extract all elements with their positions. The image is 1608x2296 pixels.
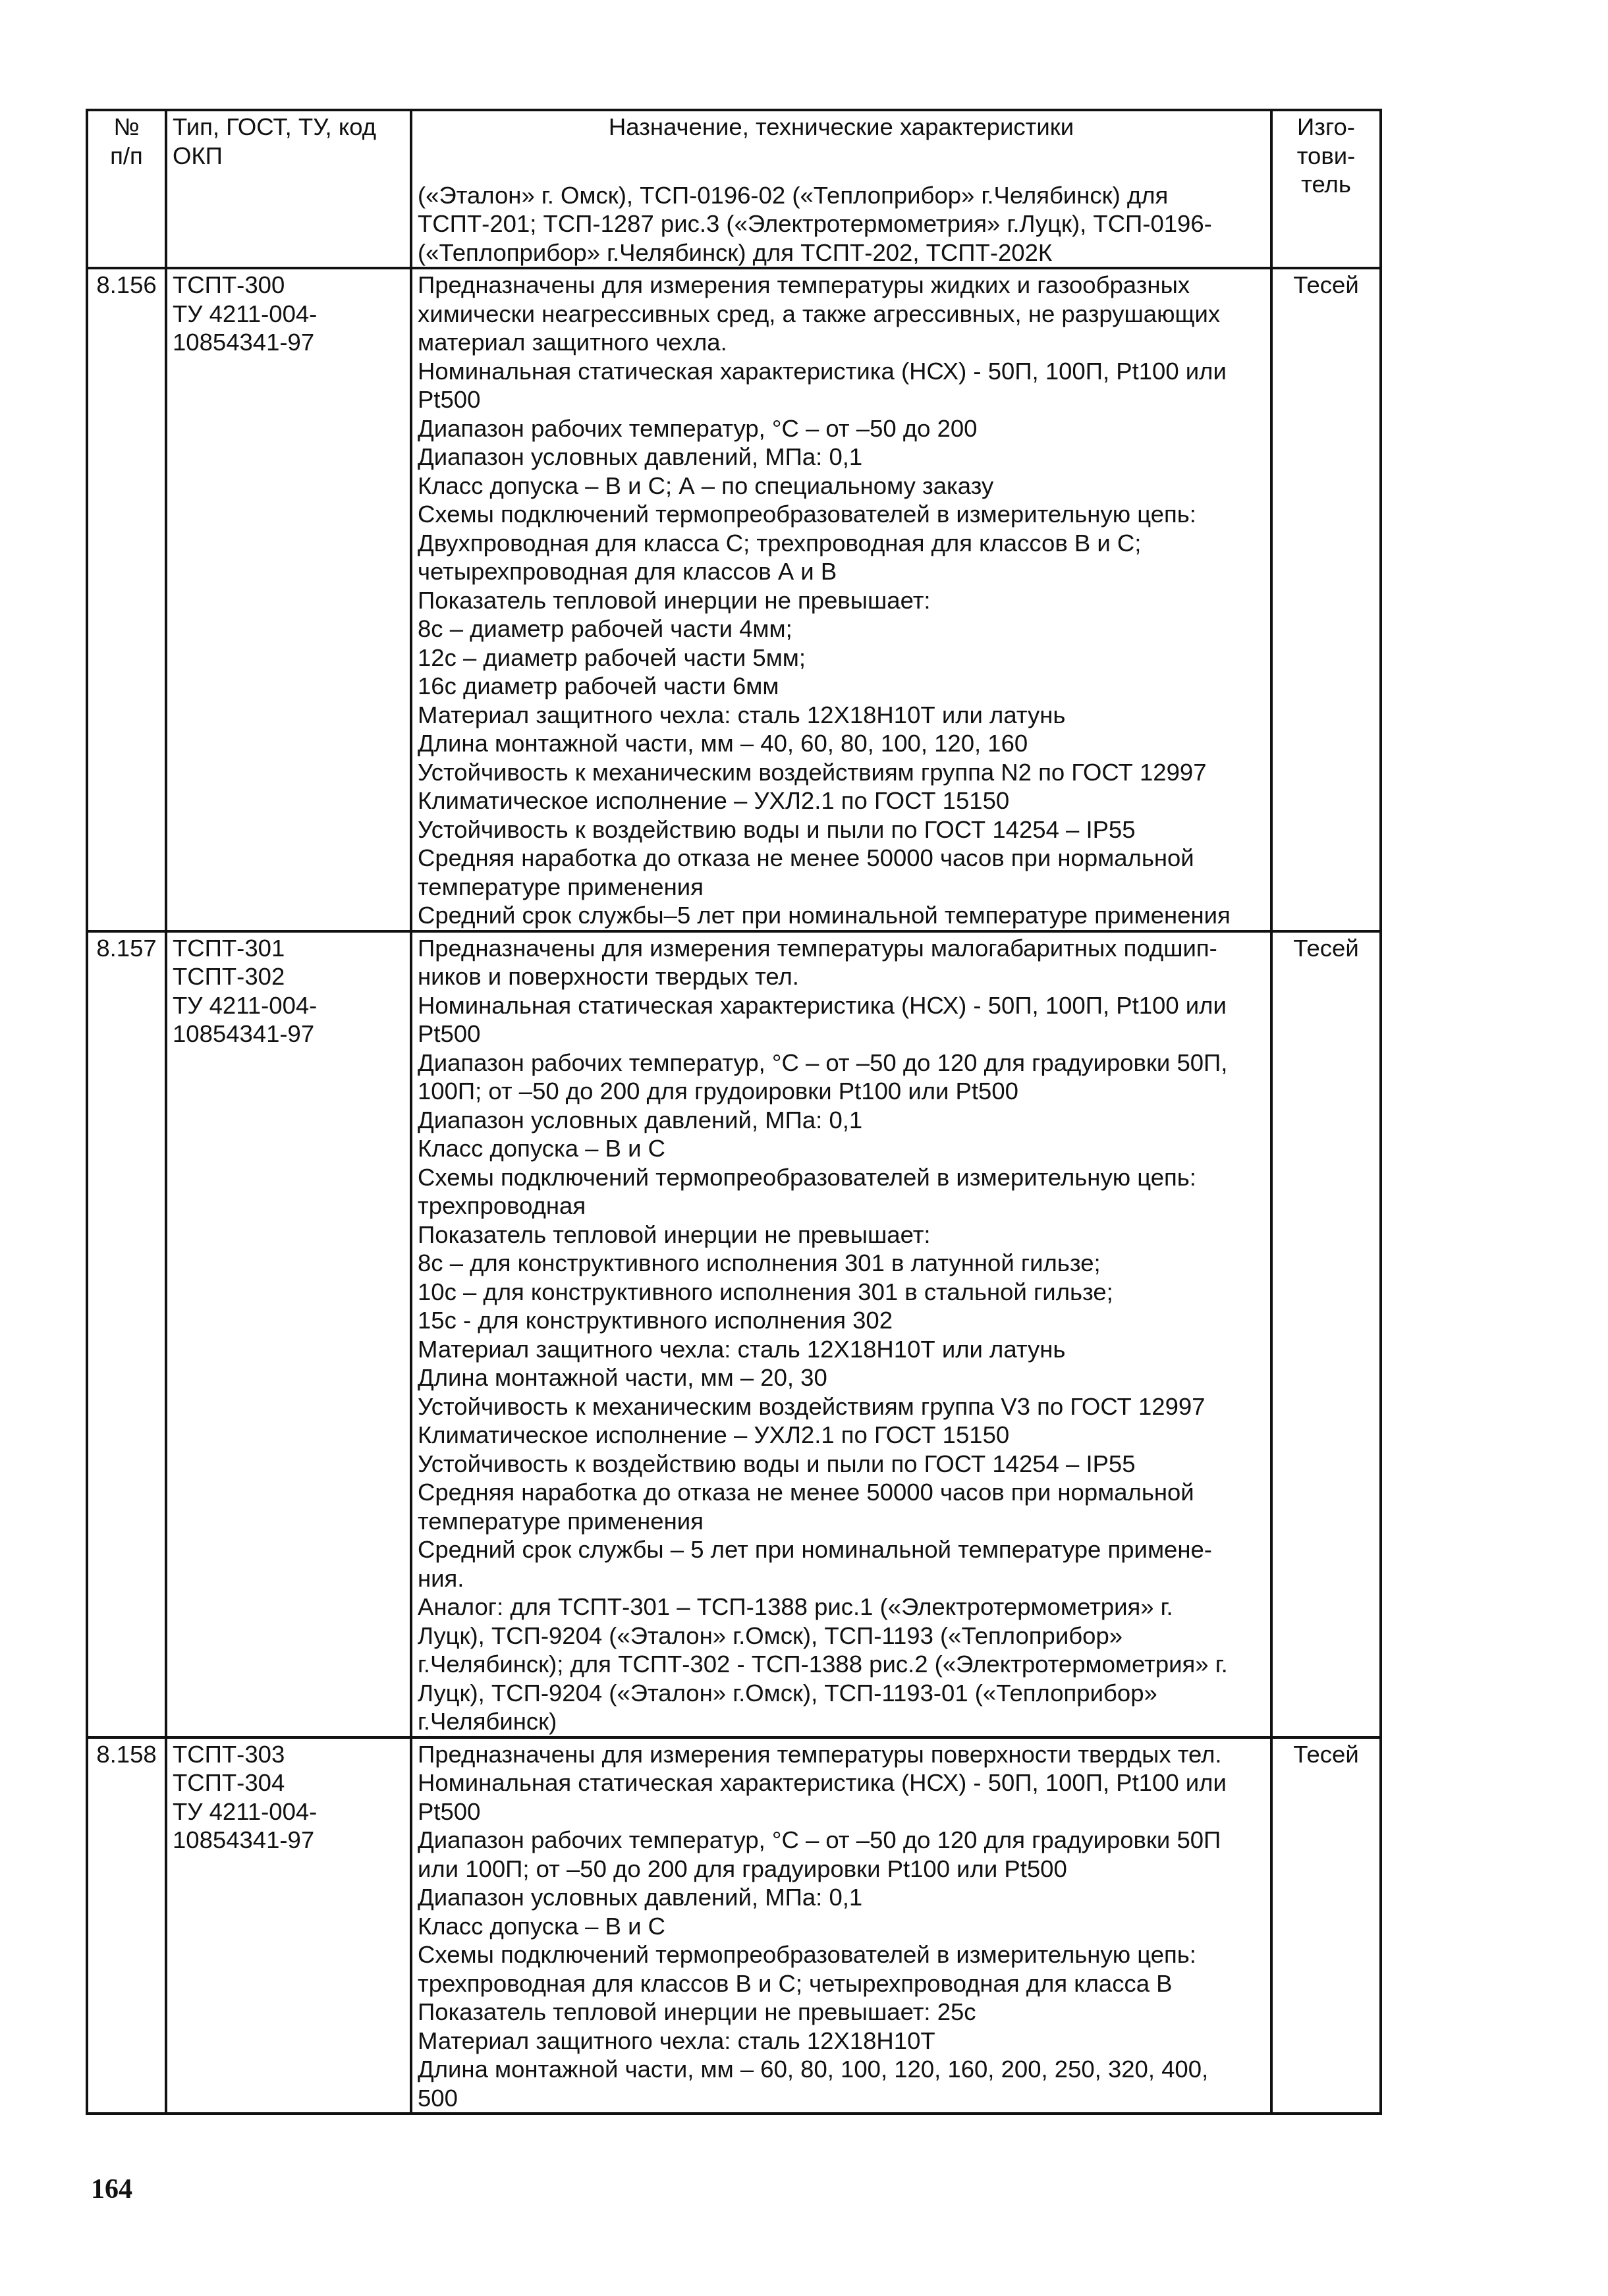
- header-desc-continuation: ТСПТ-201; ТСП-1287 рис.3 («Электротермометрия» г.Луцк), ТСП-0196-: [418, 210, 1212, 237]
- description-line: Устойчивость к механическим воздействиям группа N2 по ГОСТ 12997: [418, 758, 1207, 786]
- description-line: Предназначены для измерения температуры поверхности твердых тел.: [418, 1740, 1222, 1768]
- description-line: Pt500: [418, 1797, 481, 1825]
- item-number: 8.157: [96, 934, 157, 962]
- description-line: 500: [418, 2084, 458, 2112]
- description-cell: [411, 931, 1271, 1737]
- description-line: материал защитного чехла.: [418, 329, 727, 356]
- description-line: 100П; от –50 до 200 для грудоировки Pt100 или Pt500: [418, 1078, 1018, 1105]
- description-line: 8с – диаметр рабочей части 4мм;: [418, 615, 792, 642]
- description-line: Номинальная статическая характеристика (НСХ) - 50П, 100П, Pt100 или: [418, 1769, 1227, 1796]
- header-mfr-line: тель: [1301, 171, 1351, 198]
- specs-table: [86, 109, 1382, 2115]
- description-line: Диапазон рабочих температур, °C – от –50 до 120 для градуировки 50П: [418, 1826, 1221, 1853]
- description-line: Длина монтажной части, мм – 20, 30: [418, 1364, 827, 1391]
- type-cell: [166, 931, 411, 1737]
- description-line: Луцк), ТСП-9204 («Эталон» г.Омск), ТСП-1193 («Теплоприбор»: [418, 1622, 1123, 1649]
- description-line: температуре применения: [418, 1507, 704, 1535]
- description-line: Диапазон рабочих температур, °C – от –50 до 120 для градуировки 50П,: [418, 1049, 1228, 1076]
- header-mfr-line: Изго-: [1297, 113, 1355, 140]
- description-line: Диапазон условных давлений, МПа: 0,1: [418, 443, 863, 470]
- manufacturer-cell: [1271, 1737, 1381, 2114]
- header-num-line: п/п: [110, 142, 143, 169]
- description-line: Класс допуска – В и С: [418, 1135, 665, 1162]
- description-line: Номинальная статическая характеристика (НСХ) - 50П, 100П, Pt100 или: [418, 357, 1227, 385]
- header-desc-continuation: («Теплоприбор» г.Челябинск) для ТСПТ-202, ТСПТ-202К: [418, 238, 1053, 266]
- table-header-row: [87, 110, 1381, 268]
- header-num-line: №: [113, 113, 140, 140]
- type-line: ТСПТ-304: [173, 1769, 285, 1796]
- description-line: Предназначены для измерения температуры жидких и газообразных: [418, 271, 1190, 298]
- description-line: ников и поверхности твердых тел.: [418, 963, 799, 990]
- header-desc-cell: [411, 110, 1271, 268]
- description-line: 12с – диаметр рабочей части 5мм;: [418, 643, 806, 671]
- description-line: четырехпроводная для классов А и В: [418, 558, 837, 585]
- description-cell: [411, 1737, 1271, 2114]
- description-line: 15с - для конструктивного исполнения 302: [418, 1307, 893, 1334]
- description-line: Pt500: [418, 386, 481, 413]
- description-line: Диапазон рабочих температур, °C – от –50 до 200: [418, 414, 978, 442]
- type-line: ТСПТ-301: [173, 934, 285, 962]
- description-line: Материал защитного чехла: сталь 12Х18Н10Т или латунь: [418, 1335, 1066, 1363]
- table-row: [87, 268, 1381, 931]
- type-line: ТСПТ-300: [173, 271, 285, 298]
- description-line: Материал защитного чехла: сталь 12Х18Н10Т или латунь: [418, 701, 1066, 728]
- description-line: Показатель тепловой инерции не превышает:: [418, 1220, 931, 1248]
- item-number-cell: [87, 931, 166, 1737]
- description-line: Длина монтажной части, мм – 40, 60, 80, 100, 120, 160: [418, 730, 1028, 757]
- description-line: Средняя наработка до отказа не менее 50000 часов при нормальной: [418, 1479, 1194, 1506]
- description-line: Диапазон условных давлений, МПа: 0,1: [418, 1884, 863, 1911]
- description-line: Pt500: [418, 1020, 481, 1047]
- type-line: ТУ 4211-004-: [173, 300, 318, 327]
- page-number: 164: [91, 2174, 132, 2204]
- description-line: 8с – для конструктивного исполнения 301 в латунной гильзе;: [418, 1249, 1101, 1276]
- description-line: Номинальная статическая характеристика (НСХ) - 50П, 100П, Pt100 или: [418, 991, 1227, 1019]
- manufacturer: Тесей: [1293, 934, 1359, 962]
- header-mfr-cell: [1271, 110, 1381, 268]
- manufacturer: Тесей: [1293, 271, 1359, 298]
- description-line: Устойчивость к воздействию воды и пыли по ГОСТ 14254 – IP55: [418, 1450, 1136, 1477]
- item-number: 8.156: [96, 271, 157, 298]
- description-line: Класс допуска – В и С: [418, 1912, 665, 1940]
- header-type-line: ОКП: [173, 142, 223, 169]
- description-line: Луцк), ТСП-9204 («Эталон» г.Омск), ТСП-1193-01 («Теплоприбор»: [418, 1679, 1157, 1707]
- description-line: Климатическое исполнение – УХЛ2.1 по ГОСТ 15150: [418, 787, 1010, 814]
- description-line: температуре применения: [418, 873, 704, 900]
- table-row: [87, 931, 1381, 1737]
- description-line: Средний срок службы–5 лет при номинальной температуре применения: [418, 902, 1231, 929]
- item-number-cell: [87, 1737, 166, 2114]
- header-mfr-line: тови-: [1296, 142, 1356, 169]
- description-line: Схемы подключений термопреобразователей в измерительную цепь:: [418, 501, 1196, 528]
- description-line: ния.: [418, 1564, 464, 1592]
- description-line: Класс допуска – В и С; А – по специальному заказу: [418, 472, 994, 499]
- header-type-cell: [166, 110, 411, 268]
- manufacturer-cell: [1271, 931, 1381, 1737]
- description-line: Длина монтажной части, мм – 60, 80, 100, 120, 160, 200, 250, 320, 400,: [418, 2056, 1209, 2083]
- type-line: 10854341-97: [173, 329, 315, 356]
- header-num-cell: [87, 110, 166, 268]
- description-line: Климатическое исполнение – УХЛ2.1 по ГОСТ 15150: [418, 1421, 1010, 1448]
- description-line: 10с – для конструктивного исполнения 301 в стальной гильзе;: [418, 1278, 1113, 1305]
- description-line: или 100П; от –50 до 200 для градуировки Pt100 или Pt500: [418, 1855, 1067, 1882]
- description-line: Аналог: для ТСПТ-301 – ТСП-1388 рис.1 («Электротермометрия» г.: [418, 1593, 1173, 1620]
- description-line: Средняя наработка до отказа не менее 50000 часов при нормальной: [418, 844, 1194, 871]
- description-line: Диапазон условных давлений, МПа: 0,1: [418, 1106, 863, 1134]
- description-line: Средний срок службы – 5 лет при номинальной температуре примене-: [418, 1536, 1212, 1563]
- description-line: Устойчивость к механическим воздействиям группа V3 по ГОСТ 12997: [418, 1392, 1206, 1420]
- description-line: Схемы подключений термопреобразователей в измерительную цепь:: [418, 1163, 1196, 1191]
- type-line: ТСПТ-303: [173, 1740, 285, 1768]
- description-line: трехпроводная: [418, 1192, 586, 1219]
- header-desc-continuation: («Эталон» г. Омск), ТСП-0196-02 («Теплоприбор» г.Челябинск) для: [418, 181, 1169, 209]
- description-line: г.Челябинск); для ТСПТ-302 - ТСП-1388 рис.2 («Электротермометрия» г.: [418, 1651, 1228, 1678]
- type-line: 10854341-97: [173, 1020, 315, 1047]
- table-body: [87, 268, 1381, 2114]
- type-line: ТУ 4211-004-: [173, 1797, 318, 1825]
- description-line: химически неагрессивных сред, а также агрессивных, не разрушающих: [418, 300, 1221, 327]
- type-line: 10854341-97: [173, 1826, 315, 1853]
- type-cell: [166, 1737, 411, 2114]
- description-cell: [411, 268, 1271, 931]
- manufacturer-cell: [1271, 268, 1381, 931]
- description-line: г.Челябинск): [418, 1708, 557, 1735]
- description-line: Показатель тепловой инерции не превышает:: [418, 586, 931, 614]
- item-number-cell: [87, 268, 166, 931]
- description-line: 16с диаметр рабочей части 6мм: [418, 672, 779, 699]
- description-line: Материал защитного чехла: сталь 12Х18Н10Т: [418, 2027, 935, 2054]
- description-line: Показатель тепловой инерции не превышает: 25с: [418, 1998, 976, 2025]
- type-line: ТУ 4211-004-: [173, 991, 318, 1019]
- type-line: ТСПТ-302: [173, 963, 285, 990]
- manufacturer: Тесей: [1293, 1740, 1359, 1768]
- description-line: Предназначены для измерения температуры малогабаритных подшип-: [418, 934, 1217, 962]
- description-line: трехпроводная для классов В и С; четырехпроводная для класса В: [418, 1969, 1173, 1997]
- header-type-line: Тип, ГОСТ, ТУ, код: [173, 113, 377, 140]
- item-number: 8.158: [96, 1740, 157, 1768]
- type-cell: [166, 268, 411, 931]
- table-row: [87, 1737, 1381, 2114]
- description-line: Устойчивость к воздействию воды и пыли по ГОСТ 14254 – IP55: [418, 815, 1136, 843]
- description-line: Двухпроводная для класса С; трехпроводная для классов В и С;: [418, 529, 1142, 557]
- description-line: Схемы подключений термопреобразователей в измерительную цепь:: [418, 1941, 1196, 1968]
- header-desc-title: Назначение, технические характеристики: [608, 113, 1074, 140]
